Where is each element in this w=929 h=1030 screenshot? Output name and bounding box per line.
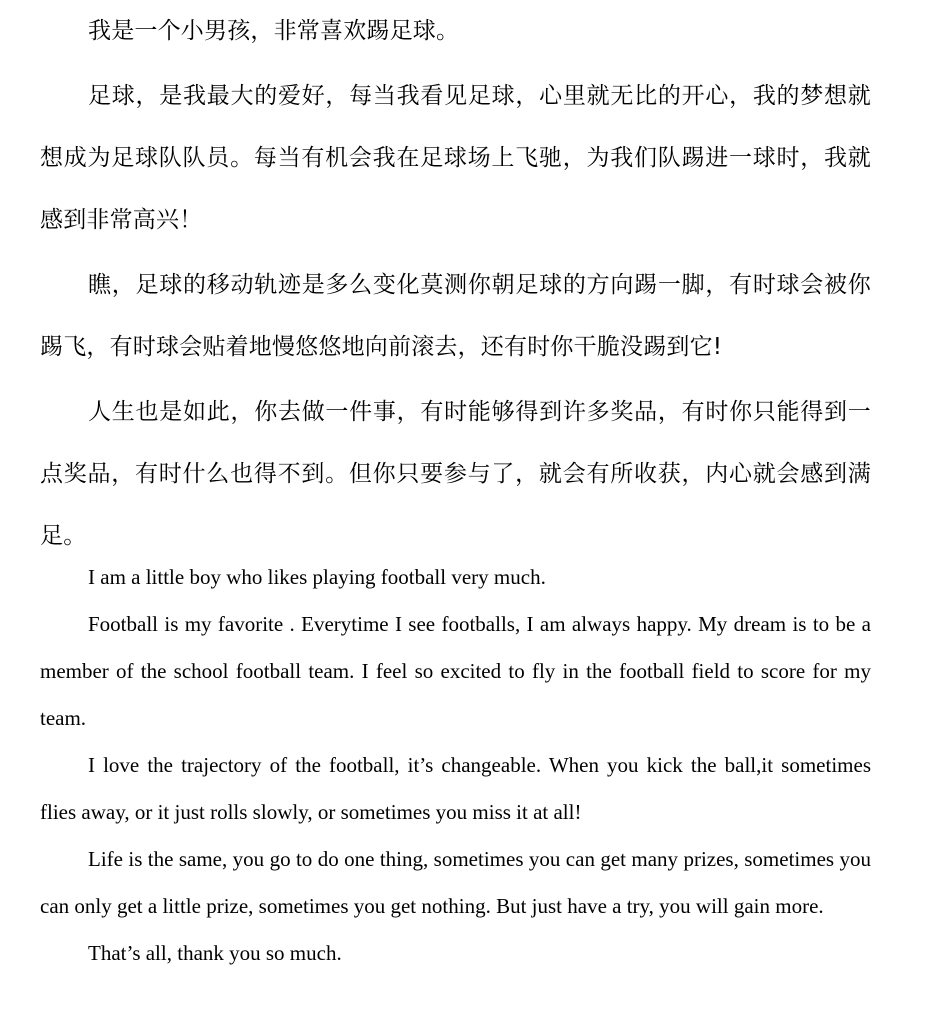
english-paragraph-1: I am a little boy who likes playing football very much. <box>88 565 546 589</box>
chinese-essay <box>40 0 871 567</box>
english-paragraph-2: Football is my favorite . Everytime I see footballs, I am always happy. My dream is to be a member of the school football team. I feel so excited to fly in the football field to score for my team. <box>40 612 871 730</box>
chinese-paragraph-1: 我是一个小男孩，非常喜欢踢足球。 <box>88 18 460 44</box>
english-paragraph-4: Life is the same, you go to do one thing, sometimes you can get many prizes, sometimes you can only get a little prize, sometimes you get nothing. But just have a try, you will gain more. <box>40 847 871 918</box>
chinese-paragraph-4: 人生也是如此，你去做一件事，有时能够得到许多奖品，有时你只能得到一点奖品，有时什么也得不到。但你只要参与了，就会有所收获，内心就会感到满足。 <box>40 399 871 549</box>
chinese-paragraph-3: 瞧，足球的移动轨迹是多么变化莫测你朝足球的方向踢一脚，有时球会被你踢飞，有时球会贴着地慢悠悠地向前滚去，还有时你干脆没踢到它! <box>40 272 871 360</box>
chinese-paragraph-2: 足球，是我最大的爱好，每当我看见足球，心里就无比的开心，我的梦想就想成为足球队队员。每当有机会我在足球场上飞驰，为我们队踢进一球时，我就感到非常高兴！ <box>40 83 871 233</box>
english-essay <box>40 554 871 977</box>
english-paragraph-5: That’s all, thank you so much. <box>88 941 342 965</box>
english-paragraph-3: I love the trajectory of the football, it’s changeable. When you kick the ball,it sometimes flies away, or it just rolls slowly, or sometimes you miss it at all! <box>40 753 871 824</box>
